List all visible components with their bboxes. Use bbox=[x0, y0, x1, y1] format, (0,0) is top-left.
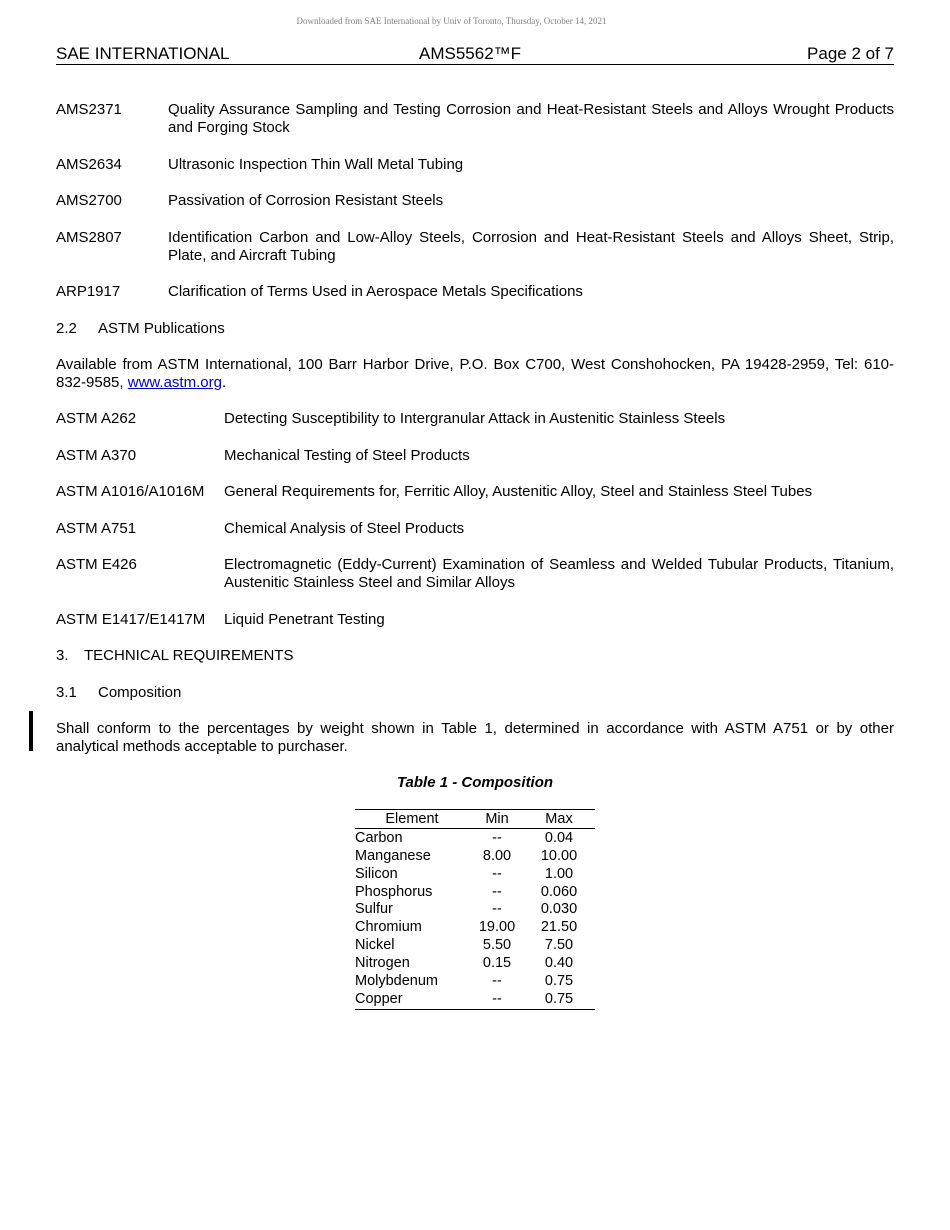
ref-code: AMS2371 bbox=[56, 101, 122, 118]
section-title: TECHNICAL REQUIREMENTS bbox=[84, 647, 294, 664]
table-top-rule bbox=[355, 809, 595, 810]
table-cell-min: -- bbox=[492, 866, 502, 882]
table-cell-max: 10.00 bbox=[540, 848, 578, 864]
table-bottom-rule bbox=[355, 1009, 595, 1010]
ref-description: Clarification of Terms Used in Aerospace Metals Specifications bbox=[168, 283, 583, 300]
header-doc-number: AMS5562™F bbox=[419, 44, 522, 63]
ref-description: Electromagnetic (Eddy-Current) Examination of Seamless and Welded Tubular Products, Titanium, Austenitic Stainless Steel and Similar Alloys bbox=[224, 556, 894, 591]
composition-paragraph: Shall conform to the percentages by weight shown in Table 1, determined in accordance with ASTM A751 or by other analytical methods acceptable to purchaser. bbox=[56, 720, 894, 755]
ref-code: ASTM A1016/A1016M bbox=[56, 483, 205, 500]
ref-description: Passivation of Corrosion Resistant Steels bbox=[168, 192, 444, 209]
table-cell-min: -- bbox=[492, 973, 502, 989]
table-cell-min: 19.00 bbox=[478, 919, 516, 935]
table-cell-max: 0.75 bbox=[544, 973, 574, 989]
table-cell-element: Copper bbox=[355, 991, 403, 1007]
table-header-rule bbox=[355, 828, 595, 829]
table-cell-max: 0.060 bbox=[540, 884, 578, 900]
ref-code: AMS2700 bbox=[56, 192, 122, 209]
section-number: 3. bbox=[56, 647, 69, 664]
table-cell-max: 7.50 bbox=[544, 937, 574, 953]
ref-description: Quality Assurance Sampling and Testing Corrosion and Heat-Resistant Steels and Alloys Wrought Products and Forging Stock bbox=[168, 101, 894, 136]
table-cell-element: Phosphorus bbox=[355, 884, 433, 900]
ref-description: General Requirements for, Ferritic Alloy, Austenitic Alloy, Steel and Stainless Steel Tubes bbox=[224, 483, 813, 500]
table-cell-max: 0.40 bbox=[544, 955, 574, 971]
section-number: 2.2 bbox=[56, 320, 77, 337]
table-cell-max: 0.75 bbox=[544, 991, 574, 1007]
revision-change-bar bbox=[29, 711, 33, 751]
ref-description: Identification Carbon and Low-Alloy Steels, Corrosion and Heat-Resistant Steels and Alloys Sheet, Strip, Plate, and Aircraft Tubing bbox=[168, 229, 894, 264]
table-cell-min: 5.50 bbox=[482, 937, 512, 953]
table-cell-element: Sulfur bbox=[355, 901, 393, 917]
section-title: Composition bbox=[98, 684, 182, 701]
table-cell-min: 8.00 bbox=[482, 848, 512, 864]
header-page-number: Page 2 of 7 bbox=[807, 44, 894, 63]
table-cell-element: Manganese bbox=[355, 848, 431, 864]
ref-code: ASTM E426 bbox=[56, 556, 137, 573]
availability-period: . bbox=[221, 374, 227, 391]
ref-description: Detecting Susceptibility to Intergranular Attack in Austenitic Stainless Steels bbox=[224, 410, 726, 427]
table-cell-element: Nickel bbox=[355, 937, 395, 953]
astm-availability-paragraph bbox=[56, 356, 894, 392]
section-number: 3.1 bbox=[56, 684, 77, 701]
table-cell-max: 1.00 bbox=[544, 866, 574, 882]
table-cell-element: Silicon bbox=[355, 866, 398, 882]
header-org: SAE INTERNATIONAL bbox=[56, 44, 230, 63]
ref-code: ASTM E1417/E1417M bbox=[56, 611, 206, 628]
ref-code: ASTM A262 bbox=[56, 410, 137, 427]
ref-description: Ultrasonic Inspection Thin Wall Metal Tubing bbox=[168, 156, 464, 173]
table-cell-max: 21.50 bbox=[540, 919, 578, 935]
table-header-max: Max bbox=[545, 811, 573, 827]
ref-code: AMS2807 bbox=[56, 229, 122, 246]
ref-code: ASTM A370 bbox=[56, 447, 137, 464]
ref-code: ARP1917 bbox=[56, 283, 121, 300]
ref-description: Mechanical Testing of Steel Products bbox=[224, 447, 470, 464]
table-cell-element: Chromium bbox=[355, 919, 422, 935]
astm-website-link[interactable]: www.astm.org bbox=[127, 374, 222, 391]
section-title: ASTM Publications bbox=[98, 320, 225, 337]
table-cell-element: Nitrogen bbox=[355, 955, 410, 971]
table-caption: Table 1 - Composition bbox=[396, 774, 554, 791]
ref-description: Liquid Penetrant Testing bbox=[224, 611, 385, 628]
table-cell-min: -- bbox=[492, 830, 502, 846]
table-cell-min: 0.15 bbox=[482, 955, 512, 971]
download-watermark: Downloaded from SAE International by Univ of Toronto, Thursday, October 14, 2021 bbox=[296, 16, 607, 26]
table-header-element: Element bbox=[385, 811, 439, 827]
table-cell-min: -- bbox=[492, 991, 502, 1007]
table-cell-max: 0.04 bbox=[544, 830, 574, 846]
table-header-min: Min bbox=[485, 811, 509, 827]
availability-text: Available from ASTM International, 100 Barr Harbor Drive, P.O. Box C700, West Conshohocken, PA 19428-2959, Tel: 610-832-9585, bbox=[56, 356, 894, 391]
table-cell-element: Carbon bbox=[355, 830, 403, 846]
page-header bbox=[56, 44, 894, 65]
table-cell-min: -- bbox=[492, 901, 502, 917]
ref-description: Chemical Analysis of Steel Products bbox=[224, 520, 465, 537]
ref-code: ASTM A751 bbox=[56, 520, 137, 537]
ref-code: AMS2634 bbox=[56, 156, 122, 173]
table-cell-element: Molybdenum bbox=[355, 973, 439, 989]
table-cell-min: -- bbox=[492, 884, 502, 900]
table-cell-max: 0.030 bbox=[540, 901, 578, 917]
